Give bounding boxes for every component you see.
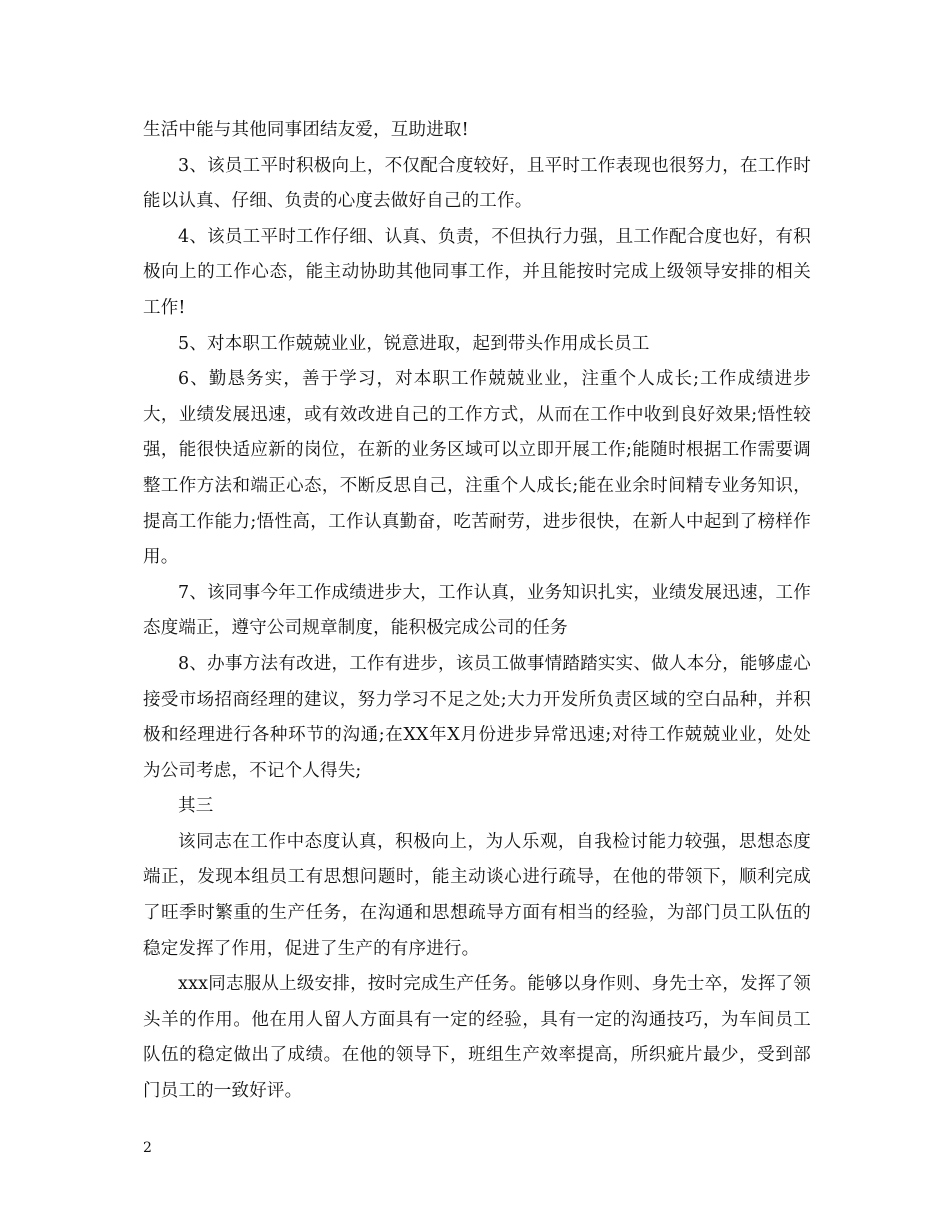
document-body — [143, 113, 811, 1110]
paragraph: 7、该同事今年工作成绩进步大，工作认真，业务知识扎实，业绩发展迅速，工作态度端正，遵守公司规章制度，能积极完成公司的任务 — [143, 582, 811, 639]
paragraph: 5、对本职工作兢兢业业，锐意进取，起到带头作用成长员工 — [178, 333, 650, 354]
page-number: 2 — [143, 1140, 152, 1156]
section-heading: 其三 — [178, 796, 214, 817]
paragraph: 6、勤恳务实，善于学习，对本职工作兢兢业业，注重个人成长;工作成绩进步大，业绩发展迅速，或有效改进自己的工作方式，从而在工作中收到良好效果;悟性较强，能很快适应新的岗位，在新的业务区域可以立即开展工作;能随时根据工作需要调整工作方法和端正心态，不断反思自己，注重个人成长;能在业余时间精专业务知识，提高工作能力;悟性高，工作认真勤奋，吃苦耐劳，进步很快，在新人中起到了榜样作用。 — [143, 369, 811, 568]
paragraph: xxx同志服从上级安排，按时完成生产任务。能够以身作则、身先士卒，发挥了领头羊的作用。他在用人留人方面具有一定的经验，具有一定的沟通技巧，为车间员工队伍的稳定做出了成绩。在他的领导下，班组生产效率提高，所织疵片最少，受到部门员工的一致好评。 — [143, 974, 811, 1102]
paragraph: 3、该员工平时积极向上，不仅配合度较好，且平时工作表现也很努力，在工作时能以认真、仔细、负责的心度去做好自己的工作。 — [143, 155, 811, 212]
paragraph: 4、该员工平时工作仔细、认真、负责，不但执行力强，且工作配合度也好，有积极向上的工作心态，能主动协助其他同事工作，并且能按时完成上级领导安排的相关工作! — [143, 226, 811, 318]
paragraph: 生活中能与其他同事团结友爱，互助进取! — [143, 120, 469, 140]
paragraph: 8、办事方法有改进，工作有进步，该员工做事情踏踏实实、做人本分，能够虚心接受市场招商经理的建议，努力学习不足之处;大力开发所负责区域的空白品种，并积极和经理进行各种环节的沟通;在XX年X月份进步异常迅速;对待工作兢兢业业，处处为公司考虑，不记个人得失; — [143, 653, 811, 781]
paragraph: 该同志在工作中态度认真，积极向上，为人乐观，自我检讨能力较强，思想态度端正，发现本组员工有思想问题时，能主动谈心进行疏导，在他的带领下，顺利完成了旺季时繁重的生产任务，在沟通和思想疏导方面有相当的经验，为部门员工队伍的稳定发挥了作用，促进了生产的有序进行。 — [143, 831, 811, 959]
